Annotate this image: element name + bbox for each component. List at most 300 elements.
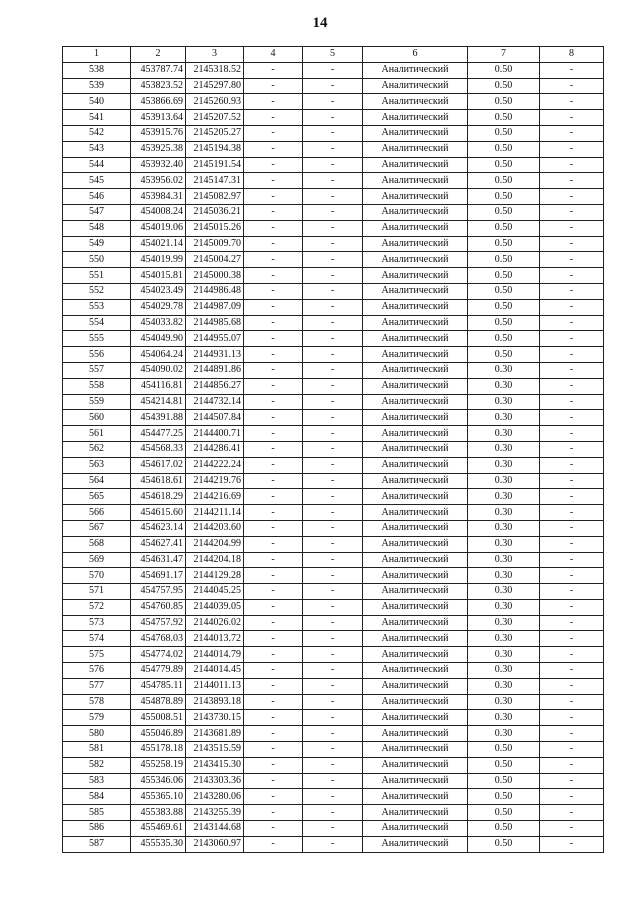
y-coordinate-cell: 2144985.68 xyxy=(186,315,244,331)
point-number-cell: 580 xyxy=(63,726,131,742)
table-row xyxy=(63,125,604,141)
point-number-cell: 547 xyxy=(63,204,131,220)
column-5-cell: - xyxy=(303,599,363,615)
column-4-cell: - xyxy=(244,189,303,205)
method-cell: Аналитический xyxy=(363,394,468,410)
x-coordinate-cell: 454391.88 xyxy=(131,410,186,426)
column-8-cell: - xyxy=(540,757,604,773)
method-cell: Аналитический xyxy=(363,220,468,236)
column-4-cell: - xyxy=(244,568,303,584)
method-cell: Аналитический xyxy=(363,125,468,141)
x-coordinate-cell: 454757.95 xyxy=(131,584,186,600)
x-coordinate-cell: 454757.92 xyxy=(131,615,186,631)
method-cell: Аналитический xyxy=(363,457,468,473)
method-cell: Аналитический xyxy=(363,568,468,584)
method-cell: Аналитический xyxy=(363,631,468,647)
y-coordinate-cell: 2144045.25 xyxy=(186,584,244,600)
method-cell: Аналитический xyxy=(363,489,468,505)
column-5-cell: - xyxy=(303,299,363,315)
column-8-cell: - xyxy=(540,94,604,110)
accuracy-cell: 0.50 xyxy=(468,331,540,347)
column-4-cell: - xyxy=(244,742,303,758)
accuracy-cell: 0.30 xyxy=(468,520,540,536)
column-8-cell: - xyxy=(540,347,604,363)
column-8-cell: - xyxy=(540,694,604,710)
point-number-cell: 553 xyxy=(63,299,131,315)
point-number-cell: 541 xyxy=(63,110,131,126)
table-row xyxy=(63,615,604,631)
column-8-cell: - xyxy=(540,110,604,126)
column-8-cell: - xyxy=(540,283,604,299)
method-cell: Аналитический xyxy=(363,663,468,679)
point-number-cell: 573 xyxy=(63,615,131,631)
x-coordinate-cell: 455008.51 xyxy=(131,710,186,726)
accuracy-cell: 0.30 xyxy=(468,473,540,489)
point-number-cell: 556 xyxy=(63,347,131,363)
point-number-cell: 581 xyxy=(63,742,131,758)
x-coordinate-cell: 454631.47 xyxy=(131,552,186,568)
method-cell: Аналитический xyxy=(363,584,468,600)
column-8-cell: - xyxy=(540,584,604,600)
table-row xyxy=(63,252,604,268)
column-8-cell: - xyxy=(540,268,604,284)
accuracy-cell: 0.30 xyxy=(468,584,540,600)
table-row xyxy=(63,489,604,505)
x-coordinate-cell: 453915.76 xyxy=(131,125,186,141)
method-cell: Аналитический xyxy=(363,62,468,78)
column-5-cell: - xyxy=(303,631,363,647)
table-row xyxy=(63,410,604,426)
column-8-cell: - xyxy=(540,836,604,852)
method-cell: Аналитический xyxy=(363,78,468,94)
column-8-cell: - xyxy=(540,125,604,141)
column-5-cell: - xyxy=(303,536,363,552)
column-5-cell: - xyxy=(303,315,363,331)
y-coordinate-cell: 2144216.69 xyxy=(186,489,244,505)
point-number-cell: 568 xyxy=(63,536,131,552)
table-row xyxy=(63,568,604,584)
column-5-cell: - xyxy=(303,426,363,442)
column-4-cell: - xyxy=(244,110,303,126)
point-number-cell: 557 xyxy=(63,362,131,378)
accuracy-cell: 0.30 xyxy=(468,536,540,552)
y-coordinate-cell: 2144204.18 xyxy=(186,552,244,568)
column-5-cell: - xyxy=(303,726,363,742)
column-8-cell: - xyxy=(540,220,604,236)
x-coordinate-cell: 454785.11 xyxy=(131,678,186,694)
x-coordinate-cell: 453823.52 xyxy=(131,78,186,94)
table-row xyxy=(63,441,604,457)
method-cell: Аналитический xyxy=(363,615,468,631)
point-number-cell: 563 xyxy=(63,457,131,473)
method-cell: Аналитический xyxy=(363,821,468,837)
table-row xyxy=(63,520,604,536)
method-cell: Аналитический xyxy=(363,378,468,394)
point-number-cell: 539 xyxy=(63,78,131,94)
column-4-cell: - xyxy=(244,204,303,220)
column-header: 3 xyxy=(186,47,244,63)
accuracy-cell: 0.30 xyxy=(468,631,540,647)
x-coordinate-cell: 455383.88 xyxy=(131,805,186,821)
point-number-cell: 584 xyxy=(63,789,131,805)
column-5-cell: - xyxy=(303,141,363,157)
point-number-cell: 579 xyxy=(63,710,131,726)
point-number-cell: 538 xyxy=(63,62,131,78)
column-8-cell: - xyxy=(540,394,604,410)
y-coordinate-cell: 2144286.41 xyxy=(186,441,244,457)
table-row xyxy=(63,584,604,600)
method-cell: Аналитический xyxy=(363,252,468,268)
column-8-cell: - xyxy=(540,726,604,742)
column-4-cell: - xyxy=(244,347,303,363)
accuracy-cell: 0.50 xyxy=(468,94,540,110)
x-coordinate-cell: 454477.25 xyxy=(131,426,186,442)
method-cell: Аналитический xyxy=(363,299,468,315)
table-row xyxy=(63,189,604,205)
method-cell: Аналитический xyxy=(363,773,468,789)
y-coordinate-cell: 2143303.36 xyxy=(186,773,244,789)
column-5-cell: - xyxy=(303,568,363,584)
column-8-cell: - xyxy=(540,426,604,442)
table-row xyxy=(63,821,604,837)
table-row xyxy=(63,710,604,726)
x-coordinate-cell: 454779.89 xyxy=(131,663,186,679)
point-number-cell: 558 xyxy=(63,378,131,394)
column-4-cell: - xyxy=(244,773,303,789)
column-5-cell: - xyxy=(303,663,363,679)
accuracy-cell: 0.50 xyxy=(468,62,540,78)
y-coordinate-cell: 2145260.93 xyxy=(186,94,244,110)
table-row xyxy=(63,283,604,299)
y-coordinate-cell: 2143280.06 xyxy=(186,789,244,805)
table-row xyxy=(63,505,604,521)
table-row xyxy=(63,457,604,473)
column-4-cell: - xyxy=(244,757,303,773)
accuracy-cell: 0.50 xyxy=(468,757,540,773)
column-5-cell: - xyxy=(303,331,363,347)
column-4-cell: - xyxy=(244,410,303,426)
accuracy-cell: 0.30 xyxy=(468,678,540,694)
column-header: 8 xyxy=(540,47,604,63)
x-coordinate-cell: 454618.61 xyxy=(131,473,186,489)
x-coordinate-cell: 453787.74 xyxy=(131,62,186,78)
column-4-cell: - xyxy=(244,315,303,331)
column-4-cell: - xyxy=(244,236,303,252)
column-4-cell: - xyxy=(244,457,303,473)
column-4-cell: - xyxy=(244,299,303,315)
column-4-cell: - xyxy=(244,726,303,742)
column-8-cell: - xyxy=(540,821,604,837)
column-8-cell: - xyxy=(540,663,604,679)
point-number-cell: 562 xyxy=(63,441,131,457)
accuracy-cell: 0.30 xyxy=(468,694,540,710)
column-5-cell: - xyxy=(303,757,363,773)
column-4-cell: - xyxy=(244,141,303,157)
x-coordinate-cell: 454878.89 xyxy=(131,694,186,710)
column-5-cell: - xyxy=(303,473,363,489)
table-row xyxy=(63,236,604,252)
accuracy-cell: 0.50 xyxy=(468,283,540,299)
x-coordinate-cell: 455365.10 xyxy=(131,789,186,805)
column-4-cell: - xyxy=(244,78,303,94)
table-row xyxy=(63,141,604,157)
point-number-cell: 565 xyxy=(63,489,131,505)
column-8-cell: - xyxy=(540,378,604,394)
column-5-cell: - xyxy=(303,805,363,821)
x-coordinate-cell: 454214.81 xyxy=(131,394,186,410)
point-number-cell: 566 xyxy=(63,505,131,521)
y-coordinate-cell: 2145004.27 xyxy=(186,252,244,268)
x-coordinate-cell: 454623.14 xyxy=(131,520,186,536)
point-number-cell: 554 xyxy=(63,315,131,331)
table-row xyxy=(63,394,604,410)
column-header: 5 xyxy=(303,47,363,63)
method-cell: Аналитический xyxy=(363,805,468,821)
accuracy-cell: 0.50 xyxy=(468,189,540,205)
column-4-cell: - xyxy=(244,125,303,141)
method-cell: Аналитический xyxy=(363,236,468,252)
column-8-cell: - xyxy=(540,441,604,457)
table-row xyxy=(63,773,604,789)
column-8-cell: - xyxy=(540,678,604,694)
accuracy-cell: 0.30 xyxy=(468,615,540,631)
table-row xyxy=(63,204,604,220)
column-5-cell: - xyxy=(303,394,363,410)
column-5-cell: - xyxy=(303,552,363,568)
column-8-cell: - xyxy=(540,315,604,331)
column-8-cell: - xyxy=(540,789,604,805)
column-5-cell: - xyxy=(303,694,363,710)
x-coordinate-cell: 455346.06 xyxy=(131,773,186,789)
y-coordinate-cell: 2144987.09 xyxy=(186,299,244,315)
accuracy-cell: 0.50 xyxy=(468,236,540,252)
column-5-cell: - xyxy=(303,94,363,110)
column-8-cell: - xyxy=(540,742,604,758)
column-5-cell: - xyxy=(303,220,363,236)
accuracy-cell: 0.30 xyxy=(468,710,540,726)
column-4-cell: - xyxy=(244,584,303,600)
y-coordinate-cell: 2145082.97 xyxy=(186,189,244,205)
column-5-cell: - xyxy=(303,836,363,852)
method-cell: Аналитический xyxy=(363,315,468,331)
accuracy-cell: 0.30 xyxy=(468,441,540,457)
column-5-cell: - xyxy=(303,584,363,600)
x-coordinate-cell: 454064.24 xyxy=(131,347,186,363)
x-coordinate-cell: 455046.89 xyxy=(131,726,186,742)
table-row xyxy=(63,473,604,489)
column-header: 7 xyxy=(468,47,540,63)
x-coordinate-cell: 455535.30 xyxy=(131,836,186,852)
method-cell: Аналитический xyxy=(363,836,468,852)
accuracy-cell: 0.50 xyxy=(468,252,540,268)
y-coordinate-cell: 2145207.52 xyxy=(186,110,244,126)
column-5-cell: - xyxy=(303,710,363,726)
point-number-cell: 545 xyxy=(63,173,131,189)
column-5-cell: - xyxy=(303,157,363,173)
column-4-cell: - xyxy=(244,836,303,852)
column-8-cell: - xyxy=(540,236,604,252)
column-4-cell: - xyxy=(244,220,303,236)
accuracy-cell: 0.50 xyxy=(468,173,540,189)
accuracy-cell: 0.30 xyxy=(468,599,540,615)
accuracy-cell: 0.30 xyxy=(468,552,540,568)
method-cell: Аналитический xyxy=(363,599,468,615)
table-row xyxy=(63,742,604,758)
column-8-cell: - xyxy=(540,252,604,268)
method-cell: Аналитический xyxy=(363,441,468,457)
column-8-cell: - xyxy=(540,457,604,473)
table-row xyxy=(63,157,604,173)
column-8-cell: - xyxy=(540,520,604,536)
column-5-cell: - xyxy=(303,173,363,189)
x-coordinate-cell: 454760.85 xyxy=(131,599,186,615)
column-8-cell: - xyxy=(540,710,604,726)
column-5-cell: - xyxy=(303,347,363,363)
table-row xyxy=(63,836,604,852)
table-row xyxy=(63,173,604,189)
table-row xyxy=(63,757,604,773)
column-8-cell: - xyxy=(540,505,604,521)
method-cell: Аналитический xyxy=(363,331,468,347)
accuracy-cell: 0.30 xyxy=(468,410,540,426)
x-coordinate-cell: 454021.14 xyxy=(131,236,186,252)
column-4-cell: - xyxy=(244,489,303,505)
method-cell: Аналитический xyxy=(363,742,468,758)
accuracy-cell: 0.50 xyxy=(468,157,540,173)
column-header: 2 xyxy=(131,47,186,63)
column-5-cell: - xyxy=(303,789,363,805)
x-coordinate-cell: 453913.64 xyxy=(131,110,186,126)
accuracy-cell: 0.50 xyxy=(468,347,540,363)
y-coordinate-cell: 2144400.71 xyxy=(186,426,244,442)
column-8-cell: - xyxy=(540,331,604,347)
column-4-cell: - xyxy=(244,663,303,679)
method-cell: Аналитический xyxy=(363,173,468,189)
x-coordinate-cell: 455258.19 xyxy=(131,757,186,773)
column-4-cell: - xyxy=(244,473,303,489)
y-coordinate-cell: 2143893.18 xyxy=(186,694,244,710)
table-body xyxy=(63,62,604,852)
method-cell: Аналитический xyxy=(363,410,468,426)
y-coordinate-cell: 2143415.30 xyxy=(186,757,244,773)
method-cell: Аналитический xyxy=(363,110,468,126)
column-8-cell: - xyxy=(540,599,604,615)
table-row xyxy=(63,599,604,615)
table-row xyxy=(63,536,604,552)
column-5-cell: - xyxy=(303,647,363,663)
y-coordinate-cell: 2145147.31 xyxy=(186,173,244,189)
column-5-cell: - xyxy=(303,457,363,473)
column-4-cell: - xyxy=(244,552,303,568)
x-coordinate-cell: 453984.31 xyxy=(131,189,186,205)
accuracy-cell: 0.30 xyxy=(468,362,540,378)
column-4-cell: - xyxy=(244,520,303,536)
method-cell: Аналитический xyxy=(363,647,468,663)
x-coordinate-cell: 453956.02 xyxy=(131,173,186,189)
accuracy-cell: 0.50 xyxy=(468,125,540,141)
x-coordinate-cell: 454618.29 xyxy=(131,489,186,505)
table-row xyxy=(63,631,604,647)
column-8-cell: - xyxy=(540,299,604,315)
x-coordinate-cell: 455469.61 xyxy=(131,821,186,837)
table-row xyxy=(63,426,604,442)
accuracy-cell: 0.30 xyxy=(468,663,540,679)
x-coordinate-cell: 454090.02 xyxy=(131,362,186,378)
method-cell: Аналитический xyxy=(363,552,468,568)
x-coordinate-cell: 454774.02 xyxy=(131,647,186,663)
accuracy-cell: 0.50 xyxy=(468,773,540,789)
table-row xyxy=(63,663,604,679)
column-8-cell: - xyxy=(540,173,604,189)
method-cell: Аналитический xyxy=(363,204,468,220)
y-coordinate-cell: 2144014.79 xyxy=(186,647,244,663)
column-4-cell: - xyxy=(244,362,303,378)
table-row xyxy=(63,789,604,805)
column-8-cell: - xyxy=(540,615,604,631)
column-8-cell: - xyxy=(540,773,604,789)
column-4-cell: - xyxy=(244,157,303,173)
point-number-cell: 546 xyxy=(63,189,131,205)
accuracy-cell: 0.30 xyxy=(468,489,540,505)
x-coordinate-cell: 454049.90 xyxy=(131,331,186,347)
y-coordinate-cell: 2144014.45 xyxy=(186,663,244,679)
accuracy-cell: 0.50 xyxy=(468,78,540,94)
point-number-cell: 552 xyxy=(63,283,131,299)
point-number-cell: 544 xyxy=(63,157,131,173)
point-number-cell: 549 xyxy=(63,236,131,252)
column-8-cell: - xyxy=(540,536,604,552)
accuracy-cell: 0.50 xyxy=(468,315,540,331)
column-header: 1 xyxy=(63,47,131,63)
accuracy-cell: 0.50 xyxy=(468,789,540,805)
point-number-cell: 578 xyxy=(63,694,131,710)
column-4-cell: - xyxy=(244,331,303,347)
column-8-cell: - xyxy=(540,189,604,205)
table-row xyxy=(63,378,604,394)
y-coordinate-cell: 2145009.70 xyxy=(186,236,244,252)
method-cell: Аналитический xyxy=(363,157,468,173)
column-8-cell: - xyxy=(540,805,604,821)
column-4-cell: - xyxy=(244,647,303,663)
point-number-cell: 567 xyxy=(63,520,131,536)
point-number-cell: 572 xyxy=(63,599,131,615)
table-row xyxy=(63,268,604,284)
accuracy-cell: 0.30 xyxy=(468,726,540,742)
accuracy-cell: 0.50 xyxy=(468,805,540,821)
column-4-cell: - xyxy=(244,710,303,726)
table-row xyxy=(63,678,604,694)
y-coordinate-cell: 2145297.80 xyxy=(186,78,244,94)
column-5-cell: - xyxy=(303,236,363,252)
accuracy-cell: 0.50 xyxy=(468,268,540,284)
y-coordinate-cell: 2144732.14 xyxy=(186,394,244,410)
y-coordinate-cell: 2144026.02 xyxy=(186,615,244,631)
y-coordinate-cell: 2143144.68 xyxy=(186,821,244,837)
point-number-cell: 548 xyxy=(63,220,131,236)
accuracy-cell: 0.50 xyxy=(468,821,540,837)
table-header-row xyxy=(63,47,604,63)
point-number-cell: 540 xyxy=(63,94,131,110)
accuracy-cell: 0.50 xyxy=(468,141,540,157)
y-coordinate-cell: 2145205.27 xyxy=(186,125,244,141)
column-4-cell: - xyxy=(244,252,303,268)
x-coordinate-cell: 455178.18 xyxy=(131,742,186,758)
point-number-cell: 555 xyxy=(63,331,131,347)
accuracy-cell: 0.30 xyxy=(468,568,540,584)
table-row xyxy=(63,315,604,331)
column-4-cell: - xyxy=(244,173,303,189)
point-number-cell: 570 xyxy=(63,568,131,584)
